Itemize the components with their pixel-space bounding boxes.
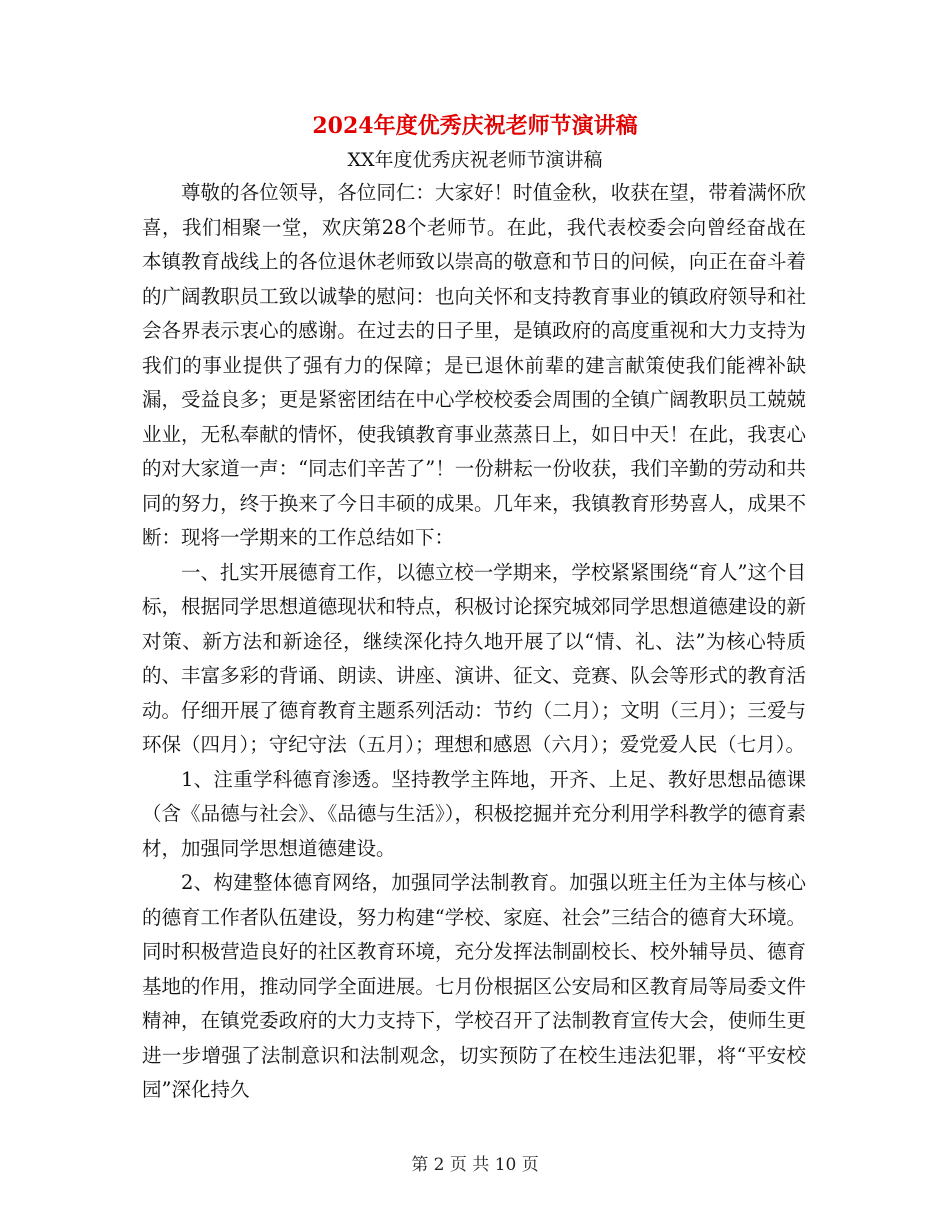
paragraph-greeting: 尊敬的各位领导，各位同仁：大家好！时值金秋，收获在望，带着满怀欣喜，我们相聚一堂，欢庆第28个老师节。在此，我代表校委会向曾经奋战在本镇教育战线上的各位退休老师致以崇高的敬意和节日的问候，向正在奋斗着的广阔教职员工致以诚挚的慰问：也向关怀和支持教育事业的镇政府领导和社会各界表示衷心的感谢。在过去的日子里，是镇政府的高度重视和大力支持为我们的事业提供了强有力的保障；是已退休前辈的建言献策使我们能裨补缺漏，受益良多；更是紧密团结在中心学校校委会周围的全镇广阔教职员工兢兢业业，无私奉献的情怀，使我镇教育事业蒸蒸日上，如日中天！在此，我衷心的对大家道一声：“同志们辛苦了”！一份耕耘一份收获，我们辛勤的劳动和共同的努力，终于换来了今日丰硕的成果。几年来，我镇教育形势喜人，成果不断：现将一学期来的工作总结如下： xyxy=(142,181,806,549)
document-body xyxy=(142,176,806,1108)
document-subtitle: XX年度优秀庆祝老师节演讲稿 xyxy=(347,149,603,171)
paragraph-subject-moral: 1、注重学科德育渗透。坚持教学主阵地，开齐、上足、教好思想品德课（含《品德与社会》、《品德与生活》），积极挖掘并充分利用学科教学的德育素材，加强同学思想道德建设。 xyxy=(142,767,806,860)
paragraph-legal-education: 2、构建整体德育网络，加强同学法制教育。加强以班主任为主体与核心的德育工作者队伍建设，努力构建“学校、家庭、社会”三结合的德育大环境。同时积极营造良好的社区教育环境，充分发挥法制副校长、校外辅导员、德育基地的作用，推动同学全面进展。七月份根据区公安局和区教育局等局委文件精神，在镇党委政府的大力支持下，学校召开了法制教育宣传大会，使师生更进一步增强了法制意识和法制观念，切实预防了在校生违法犯罪，将“平安校园”深化持久 xyxy=(142,871,806,1101)
page-footer: 第 2 页 共 10 页 xyxy=(411,1155,539,1175)
document-title: 2024年度优秀庆祝老师节演讲稿 xyxy=(312,113,638,139)
paragraph-moral-education: 一、扎实开展德育工作，以德立校一学期来，学校紧紧围绕“育人”这个目标，根据同学思想道德现状和特点，积极讨论探究城郊同学思想道德建设的新对策、新方法和新途径，继续深化持久地开展了以“情、礼、法”为核心特质的、丰富多彩的背诵、朗读、讲座、演讲、征文、竞赛、队会等形式的教育活动。仔细开展了德育教育主题系列活动：节约（二月）；文明（三月）；三爱与环保（四月）；守纪守法（五月）；理想和感恩（六月）；爱党爱人民（七月）。 xyxy=(142,560,806,756)
